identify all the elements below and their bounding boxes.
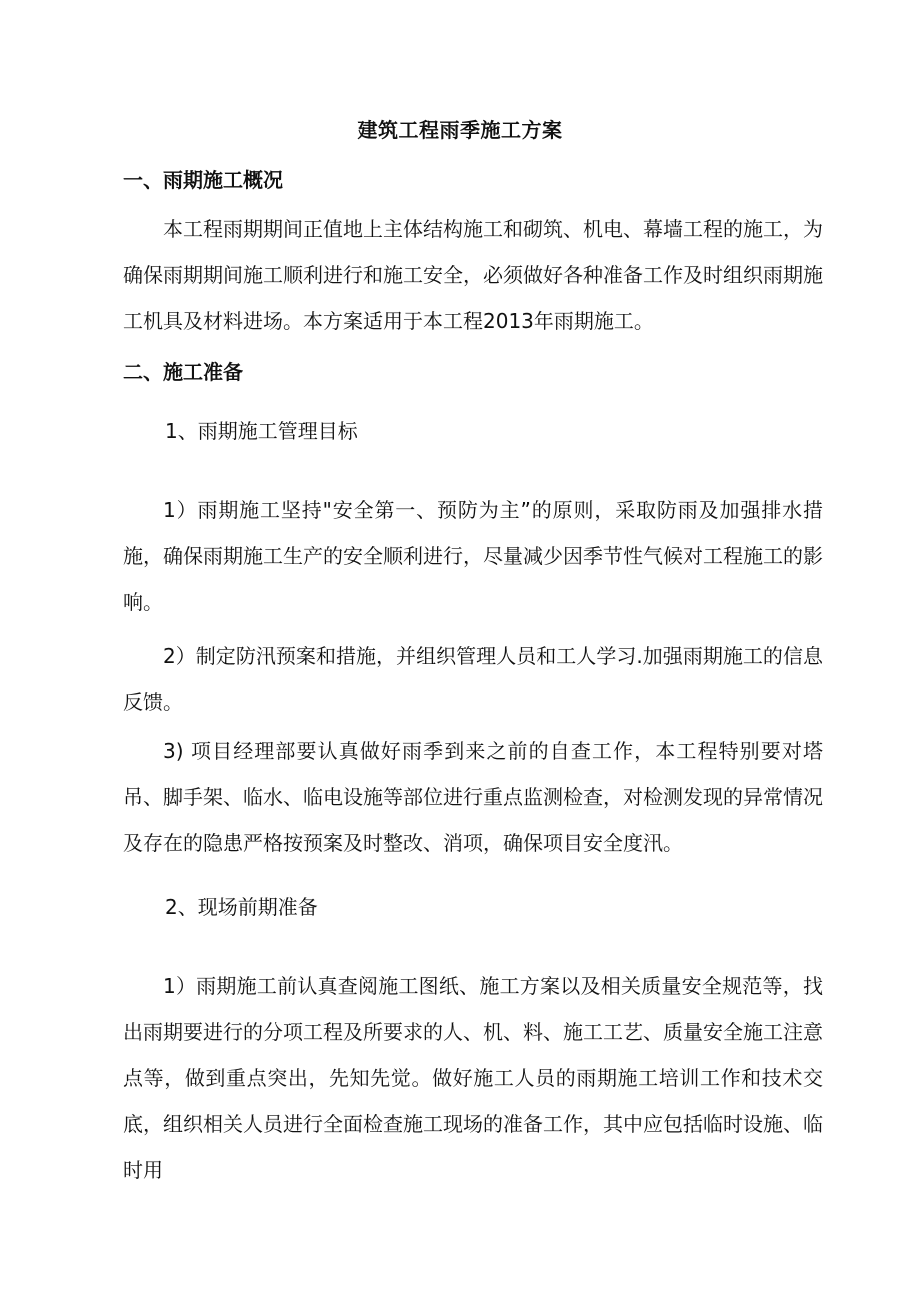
section-heading-overview: 一、雨期施工概况 (123, 168, 283, 192)
goal-item-3: 3) 项目经理部要认真做好雨季到来之前的自查工作，本工程特别要对塔吊、脚手架、临水、临电设施等部位进行重点监测检查，对检测发现的异常情况及存在的隐患严格按预案及时整改、消项，确保项目安全度汛。 (123, 739, 823, 855)
section-heading-preparation: 二、施工准备 (123, 360, 243, 384)
section-overview-paragraph: 本工程雨期期间正值地上主体结构施工和砌筑、机电、幕墙工程的施工，为确保雨期期间施工顺利进行和施工安全，必须做好各种准备工作及时组织雨期施工机具及材料进场。本方案适用于本工程2013年雨期施工。 (123, 217, 823, 333)
subsection-heading-goals: 1、雨期施工管理目标 (165, 419, 358, 443)
goal-item-2: 2）制定防汛预案和措施，并组织管理人员和工人学习.加强雨期施工的信息反馈。 (123, 644, 823, 714)
document-title: 建筑工程雨季施工方案 (357, 118, 563, 142)
goal-item-1: 1）雨期施工坚持"安全第一、预防为主”的原则，采取防雨及加强排水措施，确保雨期施工生产的安全顺利进行，尽量减少因季节性气候对工程施工的影响。 (123, 498, 823, 614)
site-prep-item-1: 1）雨期施工前认真查阅施工图纸、施工方案以及相关质量安全规范等，找出雨期要进行的分项工程及所要求的人、机、料、施工工艺、质量安全施工注意点等，做到重点突出，先知先觉。做好施工人员的雨期施工培训工作和技术交底，组织相关人员进行全面检查施工现场的准备工作，其中应包括临时设施、临时用 (123, 974, 823, 1182)
subsection-heading-site-prep: 2、现场前期准备 (165, 895, 318, 919)
